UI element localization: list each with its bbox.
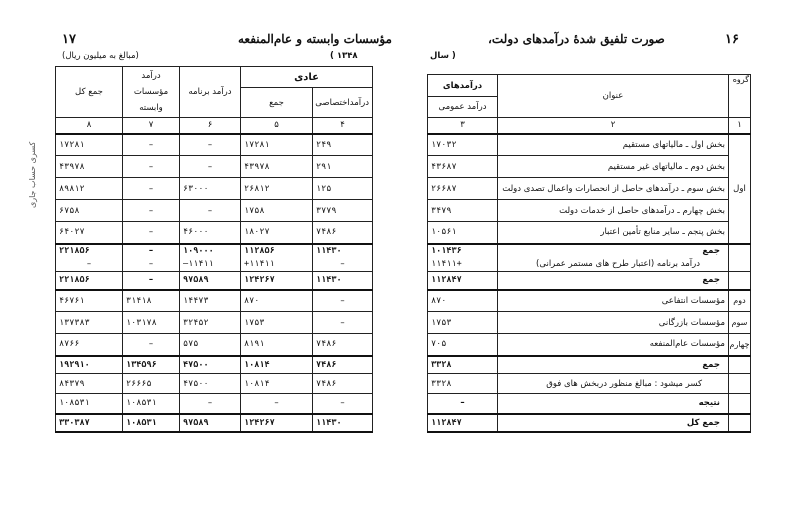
table-cell: ۹۷۵۸۹ <box>180 272 241 290</box>
table-row <box>56 156 373 178</box>
table-cell: ۲۴۹ <box>313 134 373 156</box>
table-cell: ۸۹۸۱۲ <box>56 178 123 200</box>
col-num: ۶ <box>180 118 241 134</box>
right-page-title: صورت تلفیق شدهٔ درآمدهای دولت، <box>488 32 665 46</box>
table-cell: ۳۱۴۱۸ <box>123 290 180 312</box>
group-label: اول <box>729 134 751 244</box>
table-cell: ۱۱۴۳۰ <box>313 272 373 290</box>
table-cell: ۷۴۸۶ <box>313 374 373 394</box>
table-cell: – <box>180 200 241 222</box>
row-amount: ۳۳۲۸ <box>428 374 498 394</box>
table-row <box>56 374 373 394</box>
unit-note: (مبالغ به میلیون ریال) <box>62 51 139 61</box>
row-title: کسر میشود : مبالغ منظور دربخش های فوق <box>498 374 729 394</box>
table-cell: ۶۴۰۲۷ <box>56 222 123 244</box>
row-title: نتیجه <box>498 394 729 414</box>
row-amount: ۱۷۵۳ <box>428 312 498 334</box>
empty-cell <box>729 356 751 374</box>
table-cell: ۸۷۶۶ <box>56 334 123 356</box>
table-cell: ۶۷۵۸ <box>56 200 123 222</box>
table-cell: ۱۱۲۸۵۶ <box>241 244 313 258</box>
table-cell: ۱۷۲۸۱ <box>56 134 123 156</box>
row-title: بخش سوم ـ درآمدهای حاصل از انحصارات واعمال تصدی دولت <box>498 178 729 200</box>
table-cell: – <box>313 290 373 312</box>
row-amount: ۱۰۱۴۳۶ <box>428 244 498 258</box>
col-num: ۲ <box>498 118 729 134</box>
table-cell: ۳۳۰۳۸۷ <box>56 414 123 432</box>
table-cell: ۲۶۶۶۵ <box>123 374 180 394</box>
table-cell: ۱۳۷۳۸۳ <box>56 312 123 334</box>
row-title: بخش اول ـ مالیاتهای مستقیم <box>498 134 729 156</box>
row-amount: +۱۱۴۱۱ <box>428 258 498 272</box>
hdr-incomes <box>428 75 498 118</box>
col-num: ۳ <box>428 118 498 134</box>
row-title: مؤسسات بازرگانی <box>498 312 729 334</box>
row-amount: ۷۰۵ <box>428 334 498 356</box>
left-page-number: ۱۷ <box>62 32 76 47</box>
table-cell: – <box>56 258 123 272</box>
hdr-regular: عادی <box>241 67 373 88</box>
row-title: جمع کل <box>498 414 729 432</box>
table-cell: – <box>123 222 180 244</box>
row-title: درآمد برنامه (اعتبار طرح های مستمر عمرانی) <box>498 258 729 272</box>
table-cell: ۴۶۰۰۰ <box>180 222 241 244</box>
table-cell: ۱۲۴۲۶۷ <box>241 272 313 290</box>
table-cell: ۴۳۹۷۸ <box>241 156 313 178</box>
table-cell: ۸۷۰ <box>241 290 313 312</box>
table-cell: – <box>123 258 180 272</box>
table-cell: ۱۷۲۸۱ <box>241 134 313 156</box>
table-cell: ۱۰۸۱۴ <box>241 356 313 374</box>
table-row <box>56 200 373 222</box>
hdr-title: عنوان <box>498 75 729 118</box>
table-row <box>428 200 751 222</box>
table-cell: ۵۷۵ <box>180 334 241 356</box>
col-num: ۵ <box>241 118 313 134</box>
hdr-dedicated-income: درآمداختصاصی <box>313 88 373 118</box>
row-amount: ۲۶۶۸۷ <box>428 178 498 200</box>
group-label: دوم <box>729 290 751 312</box>
col-num: ۷ <box>123 118 180 134</box>
table-row <box>428 244 751 258</box>
table-cell: – <box>180 156 241 178</box>
table-row <box>56 290 373 312</box>
row-amount: ۱۱۲۸۴۷ <box>428 414 498 432</box>
table-row <box>56 178 373 200</box>
table-row <box>428 222 751 244</box>
table-cell: ۱۸۰۲۷ <box>241 222 313 244</box>
table-cell: ۳۷۷۹ <box>313 200 373 222</box>
table-row <box>56 272 373 290</box>
table-cell: –۱۱۴۱۱ <box>180 258 241 272</box>
row-title: بخش پنجم ـ سایر منابع تأمین اعتبار <box>498 222 729 244</box>
table-row <box>56 394 373 414</box>
table-cell: ۱۴۴۷۳ <box>180 290 241 312</box>
table-cell: ۴۶۷۶۱ <box>56 290 123 312</box>
row-amount: ۱۷۰۳۲ <box>428 134 498 156</box>
table-cell: ۱۰۸۱۴ <box>241 374 313 394</box>
row-title: مؤسسات انتفاعی <box>498 290 729 312</box>
table-row <box>56 356 373 374</box>
row-amount: ۳۳۲۸ <box>428 356 498 374</box>
hdr-incomes-label: درآمدهای <box>428 76 497 97</box>
hdr-affiliated-income: درآمد مؤسسات وابسته <box>123 67 180 118</box>
table-cell: – <box>123 178 180 200</box>
row-title: بخش چهارم ـ درآمدهای حاصل از خدمات دولت <box>498 200 729 222</box>
table-row <box>428 356 751 374</box>
hdr-total: جمع کل <box>56 67 123 118</box>
right-page-number: ۱۶ <box>725 32 739 47</box>
table-row <box>428 178 751 200</box>
table-cell: – <box>123 272 180 290</box>
table-row <box>428 156 751 178</box>
table-row <box>428 258 751 272</box>
empty-cell <box>729 258 751 272</box>
table-row <box>428 312 751 334</box>
table-cell: ۱۰۸۵۳۱ <box>56 394 123 414</box>
table-cell: ۱۰۳۱۷۸ <box>123 312 180 334</box>
table-cell: ۱۱۴۳۰ <box>313 244 373 258</box>
group-label: سوم <box>729 312 751 334</box>
left-page-title: مؤسسات وابسته و عام‌المنفعه <box>238 32 392 46</box>
table-cell: ۲۲۱۸۵۶ <box>56 244 123 258</box>
left-year: ۱۳۴۸ ) <box>330 51 358 61</box>
table-cell: – <box>123 244 180 258</box>
table-cell: ۹۷۵۸۹ <box>180 414 241 432</box>
table-row <box>428 272 751 290</box>
side-note: کسری حساب جاری <box>28 141 37 208</box>
table-row <box>56 334 373 356</box>
table-cell: ۱۰۹۰۰۰ <box>180 244 241 258</box>
table-cell: ۱۱۴۳۰ <box>313 414 373 432</box>
row-title: جمع <box>498 272 729 290</box>
table-cell: – <box>313 258 373 272</box>
table-cell: ۴۳۹۷۸ <box>56 156 123 178</box>
empty-cell <box>729 374 751 394</box>
table-cell: ۱۷۵۸ <box>241 200 313 222</box>
table-row <box>428 290 751 312</box>
table-row <box>56 244 373 258</box>
table-cell: – <box>123 134 180 156</box>
table-cell: ۸۴۳۷۹ <box>56 374 123 394</box>
col-num: ۱ <box>729 118 751 134</box>
hdr-general-income: درآمد عمومی <box>438 101 487 112</box>
row-amount: ۳۴۷۹ <box>428 200 498 222</box>
col-num: ۴ <box>313 118 373 134</box>
table-cell: ۲۲۱۸۵۶ <box>56 272 123 290</box>
table-cell: – <box>313 312 373 334</box>
table-row <box>56 134 373 156</box>
table-cell: ۷۴۸۶ <box>313 334 373 356</box>
empty-cell <box>729 394 751 414</box>
hdr-program-income: درآمد برنامه <box>180 67 241 118</box>
table-cell: ۷۴۸۶ <box>313 222 373 244</box>
row-amount: ۱۰۵۶۱ <box>428 222 498 244</box>
table-cell: ۱۹۲۹۱۰ <box>56 356 123 374</box>
table-row <box>56 312 373 334</box>
row-title: بخش دوم ـ مالیاتهای غیر مستقیم <box>498 156 729 178</box>
hdr-group: گروه <box>729 75 751 118</box>
table-cell: – <box>180 134 241 156</box>
table-cell: ۷۴۸۶ <box>313 356 373 374</box>
table-cell: – <box>123 200 180 222</box>
table-cell: ۴۷۵۰۰ <box>180 374 241 394</box>
row-amount: – <box>428 394 498 414</box>
row-title: مؤسسات عام‌المنفعه <box>498 334 729 356</box>
table-cell: ۴۷۵۰۰ <box>180 356 241 374</box>
row-title: جمع <box>498 356 729 374</box>
table-cell: ۱۷۵۳ <box>241 312 313 334</box>
table-cell: ۸۱۹۱ <box>241 334 313 356</box>
table-cell: ۱۲۵ <box>313 178 373 200</box>
table-row <box>56 222 373 244</box>
table-row <box>428 334 751 356</box>
right-table <box>427 74 751 433</box>
table-cell: – <box>123 334 180 356</box>
table-row <box>428 414 751 432</box>
empty-cell <box>729 272 751 290</box>
row-amount: ۴۳۶۸۷ <box>428 156 498 178</box>
table-cell: ۶۳۰۰۰ <box>180 178 241 200</box>
table-cell: ۱۰۸۵۳۱ <box>123 394 180 414</box>
left-table <box>55 66 373 433</box>
table-row <box>56 414 373 432</box>
table-cell: ۲۹۱ <box>313 156 373 178</box>
row-title: جمع <box>498 244 729 258</box>
table-row <box>428 134 751 156</box>
table-cell: ۲۶۸۱۲ <box>241 178 313 200</box>
table-cell: +۱۱۴۱۱ <box>241 258 313 272</box>
hdr-sum: جمع <box>241 88 313 118</box>
empty-cell <box>729 244 751 258</box>
row-amount: ۱۱۲۸۴۷ <box>428 272 498 290</box>
table-cell: ۱۲۴۲۶۷ <box>241 414 313 432</box>
table-cell: – <box>180 394 241 414</box>
table-row <box>56 258 373 272</box>
table-cell: – <box>241 394 313 414</box>
group-label: چهارم <box>729 334 751 356</box>
table-cell: ۱۳۴۵۹۶ <box>123 356 180 374</box>
table-row <box>428 394 751 414</box>
table-row <box>428 374 751 394</box>
table-cell: ۱۰۸۵۳۱ <box>123 414 180 432</box>
col-num: ۸ <box>56 118 123 134</box>
table-cell: – <box>123 156 180 178</box>
right-year: ( سال <box>430 51 456 61</box>
empty-cell <box>729 414 751 432</box>
table-cell: – <box>313 394 373 414</box>
table-cell: ۳۲۴۵۲ <box>180 312 241 334</box>
row-amount: ۸۷۰ <box>428 290 498 312</box>
